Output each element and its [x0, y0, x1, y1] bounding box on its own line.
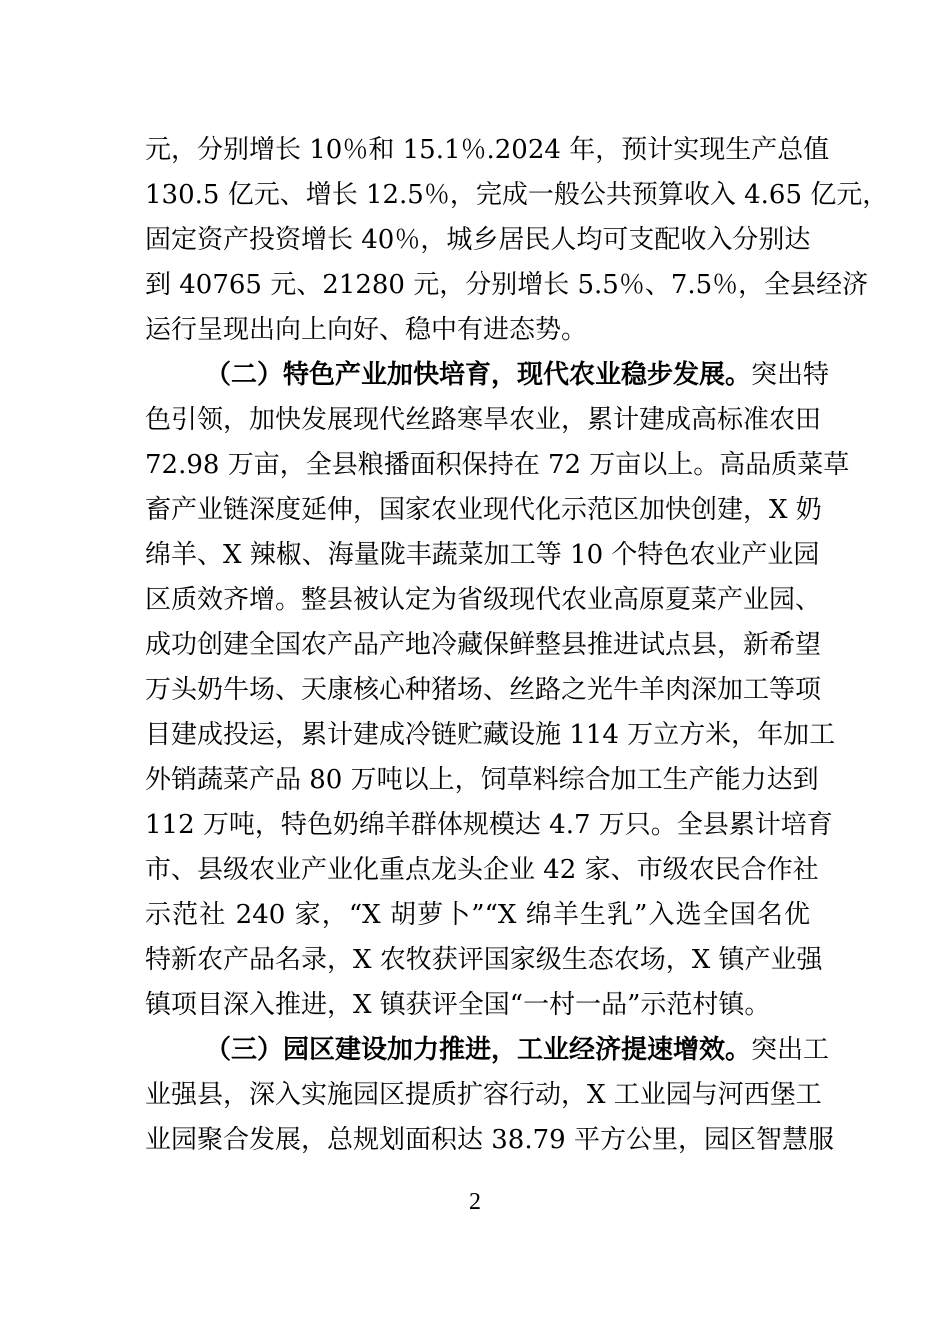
text-line: 业强县，深入实施园区提质扩容行动，X 工业园与河西堡工 — [145, 1080, 822, 1110]
text-line: 130.5 亿元、增长 12.5％，完成一般公共预算收入 4.65 亿元， — [145, 180, 889, 210]
text-line: 特新农产品名录，X 农牧获评国家级生态农场，X 镇产业强 — [145, 945, 823, 975]
text-line: 区质效齐增。整县被认定为省级现代农业高原夏菜产业园、 — [145, 585, 822, 615]
text-line: 业园聚合发展，总规划面积达 38.79 平方公里，园区智慧服 — [145, 1125, 834, 1155]
text-line: 外销蔬菜产品 80 万吨以上，饲草料综合加工生产能力达到 — [145, 765, 819, 795]
text-line: 万头奶牛场、天康核心种猪场、丝路之光牛羊肉深加工等项 — [145, 675, 822, 705]
text-line: 镇项目深入推进，X 镇获评全国“一村一品”示范村镇。 — [145, 990, 771, 1020]
text-line: 绵羊、X 辣椒、海量陇丰蔬菜加工等 10 个特色农业产业园 — [145, 540, 820, 570]
text-line: 成功创建全国农产品产地冷藏保鲜整县推进试点县，新希望 — [145, 630, 822, 660]
page-number: 2 — [469, 1189, 481, 1215]
text-line: 112 万吨，特色奶绵羊群体规模达 4.7 万只。全县累计培育 — [145, 810, 833, 840]
text-line: 市、县级农业产业化重点龙头企业 42 家、市级农民合作社 — [145, 855, 819, 885]
section-heading: （二）特色产业加快培育，现代农业稳步发展。 — [205, 360, 752, 390]
text-line: 元，分别增长 10％和 15.1％.2024 年，预计实现生产总值 — [145, 135, 830, 165]
section-heading-line: （二）特色产业加快培育，现代农业稳步发展。突出特 — [205, 360, 830, 390]
text-line: 72.98 万亩，全县粮播面积保持在 72 万亩以上。高品质菜草 — [145, 450, 850, 480]
section-heading-line: （三）园区建设加力推进，工业经济提速增效。突出工 — [205, 1035, 830, 1065]
text-line: 畜产业链深度延伸，国家农业现代化示范区加快创建，X 奶 — [145, 495, 822, 525]
text-line: 目建成投运，累计建成冷链贮藏设施 114 万立方米，年加工 — [145, 720, 836, 750]
text-line: 色引领，加快发展现代丝路寒旱农业，累计建成高标准农田 — [145, 405, 822, 435]
section-heading: （三）园区建设加力推进，工业经济提速增效。 — [205, 1035, 752, 1065]
text-line: 到 40765 元、21280 元，分别增长 5.5％、7.5％，全县经济 — [145, 270, 869, 300]
text-line: 运行呈现出向上向好、稳中有进态势。 — [145, 315, 588, 345]
text-line: 固定资产投资增长 40％，城乡居民人均可支配收入分别达 — [145, 225, 811, 255]
text-line: 示范社 240 家，“X 胡萝卜”“X 绵羊生乳”入选全国名优 — [145, 900, 810, 930]
